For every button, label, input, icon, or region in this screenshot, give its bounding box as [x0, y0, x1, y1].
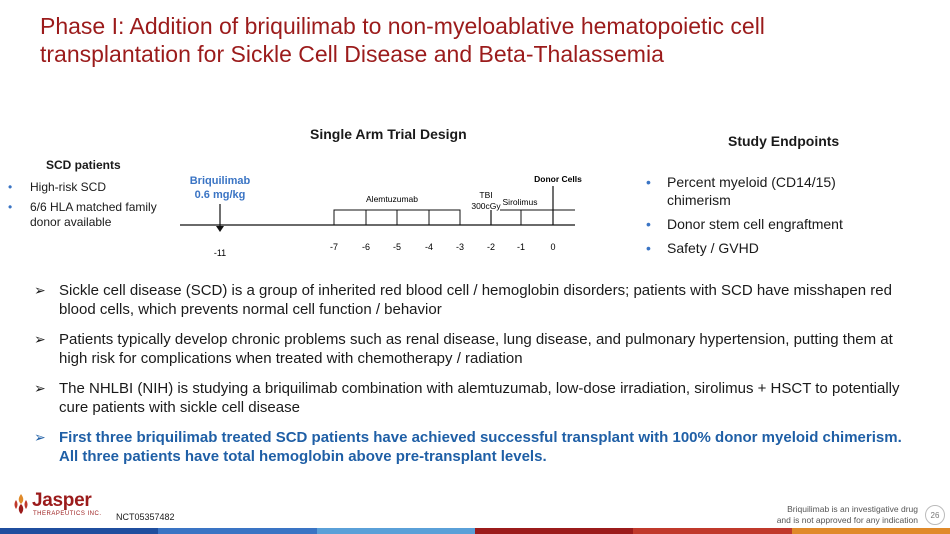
- bullet-dot-icon: •: [646, 240, 651, 256]
- bar-segment: [475, 528, 633, 534]
- trial-id: NCT05357482: [116, 512, 175, 522]
- bar-segment: [792, 528, 950, 534]
- bottom-color-bar: [0, 528, 950, 534]
- company-logo: [12, 490, 107, 522]
- trial-design-heading: Single Arm Trial Design: [310, 126, 467, 142]
- arrow-bullet-icon: ➢: [34, 282, 46, 298]
- key-point-highlight: ➢ First three briquilimab treated SCD patients have achieved successful transplant with 100% donor myeloid chimerism. All three patients have total hemoglobin above pre-transplant levels.: [34, 429, 902, 465]
- trial-timeline: [180, 170, 600, 265]
- day-label: -5: [392, 242, 402, 252]
- donor-cells-label: Donor Cells: [534, 174, 582, 184]
- bullet-dot-icon: •: [646, 216, 651, 232]
- scd-patients-heading: SCD patients: [46, 158, 121, 172]
- arrow-bullet-icon: ➢: [34, 331, 46, 347]
- day-label: -6: [361, 242, 371, 252]
- day-label: 0: [550, 242, 556, 252]
- sirolimus-label: Sirolimus: [502, 197, 538, 207]
- endpoint-item: • Percent myeloid (CD14/15) chimerism: [646, 174, 836, 208]
- bar-segment: [633, 528, 791, 534]
- study-endpoints-heading: Study Endpoints: [728, 133, 840, 149]
- day-label: -11: [213, 248, 227, 258]
- bullet-dot-icon: •: [8, 180, 13, 194]
- tbi-label: TBI: [479, 190, 493, 200]
- bar-segment: [0, 528, 158, 534]
- bullet-dot-icon: •: [646, 174, 651, 190]
- key-point: ➢ The NHLBI (NIH) is studying a briquilimab combination with alemtuzumab, low-dose irradiation, sirolimus + HSCT to potentially cure patients with sickle cell disease: [34, 380, 900, 416]
- disclaimer: Briquilimab is an investigative drug and is not approved for any indication: [776, 504, 918, 525]
- scd-patients-list: [8, 180, 180, 235]
- briquilimab-dose: 0.6 mg/kg: [194, 189, 246, 201]
- arrowhead-icon: [216, 226, 224, 232]
- logo-wordmark: Jasper: [32, 490, 92, 511]
- key-point: ➢ Patients typically develop chronic problems such as renal disease, lung disease, and pulmonary hypertension, putting them at high risk for complications when treated with chemotherapy / radiation: [34, 331, 893, 367]
- slide-title: Phase I: Addition of briquilimab to non-myeloablative hematopoietic cell transplantation for Sickle Cell Disease and Beta-Thalassemia: [40, 13, 765, 67]
- page-number: 26: [925, 505, 945, 525]
- endpoint-item: • Safety / GVHD: [646, 240, 759, 256]
- day-label: -2: [486, 242, 496, 252]
- day-label: -7: [329, 242, 339, 252]
- bar-segment: [158, 528, 316, 534]
- briquilimab-label: Briquilimab: [189, 175, 251, 187]
- key-point: ➢ Sickle cell disease (SCD) is a group of inherited red blood cell / hemoglobin disorders; patients with SCD have misshapen red blood cells, which prevents normal cell function / behavior: [34, 282, 892, 318]
- day-label: -1: [516, 242, 526, 252]
- bar-segment: [317, 528, 475, 534]
- study-endpoints-list: [646, 173, 897, 263]
- alemtuzumab-label: Alemtuzumab: [366, 194, 418, 204]
- jasper-logo-icon: [12, 492, 30, 516]
- scd-item: • High-risk SCD: [8, 180, 107, 194]
- key-points-list: [34, 281, 919, 477]
- day-label: -3: [455, 242, 465, 252]
- scd-item: • 6/6 HLA matched family donor available: [8, 200, 157, 229]
- arrow-bullet-icon: ➢: [34, 380, 46, 396]
- arrow-bullet-icon: ➢: [34, 429, 46, 445]
- logo-subtitle: THERAPEUTICS INC.: [33, 511, 102, 517]
- tbi-dose: 300cGy: [471, 201, 501, 211]
- endpoint-item: • Donor stem cell engraftment: [646, 216, 843, 232]
- day-label: -4: [424, 242, 434, 252]
- bullet-dot-icon: •: [8, 200, 13, 214]
